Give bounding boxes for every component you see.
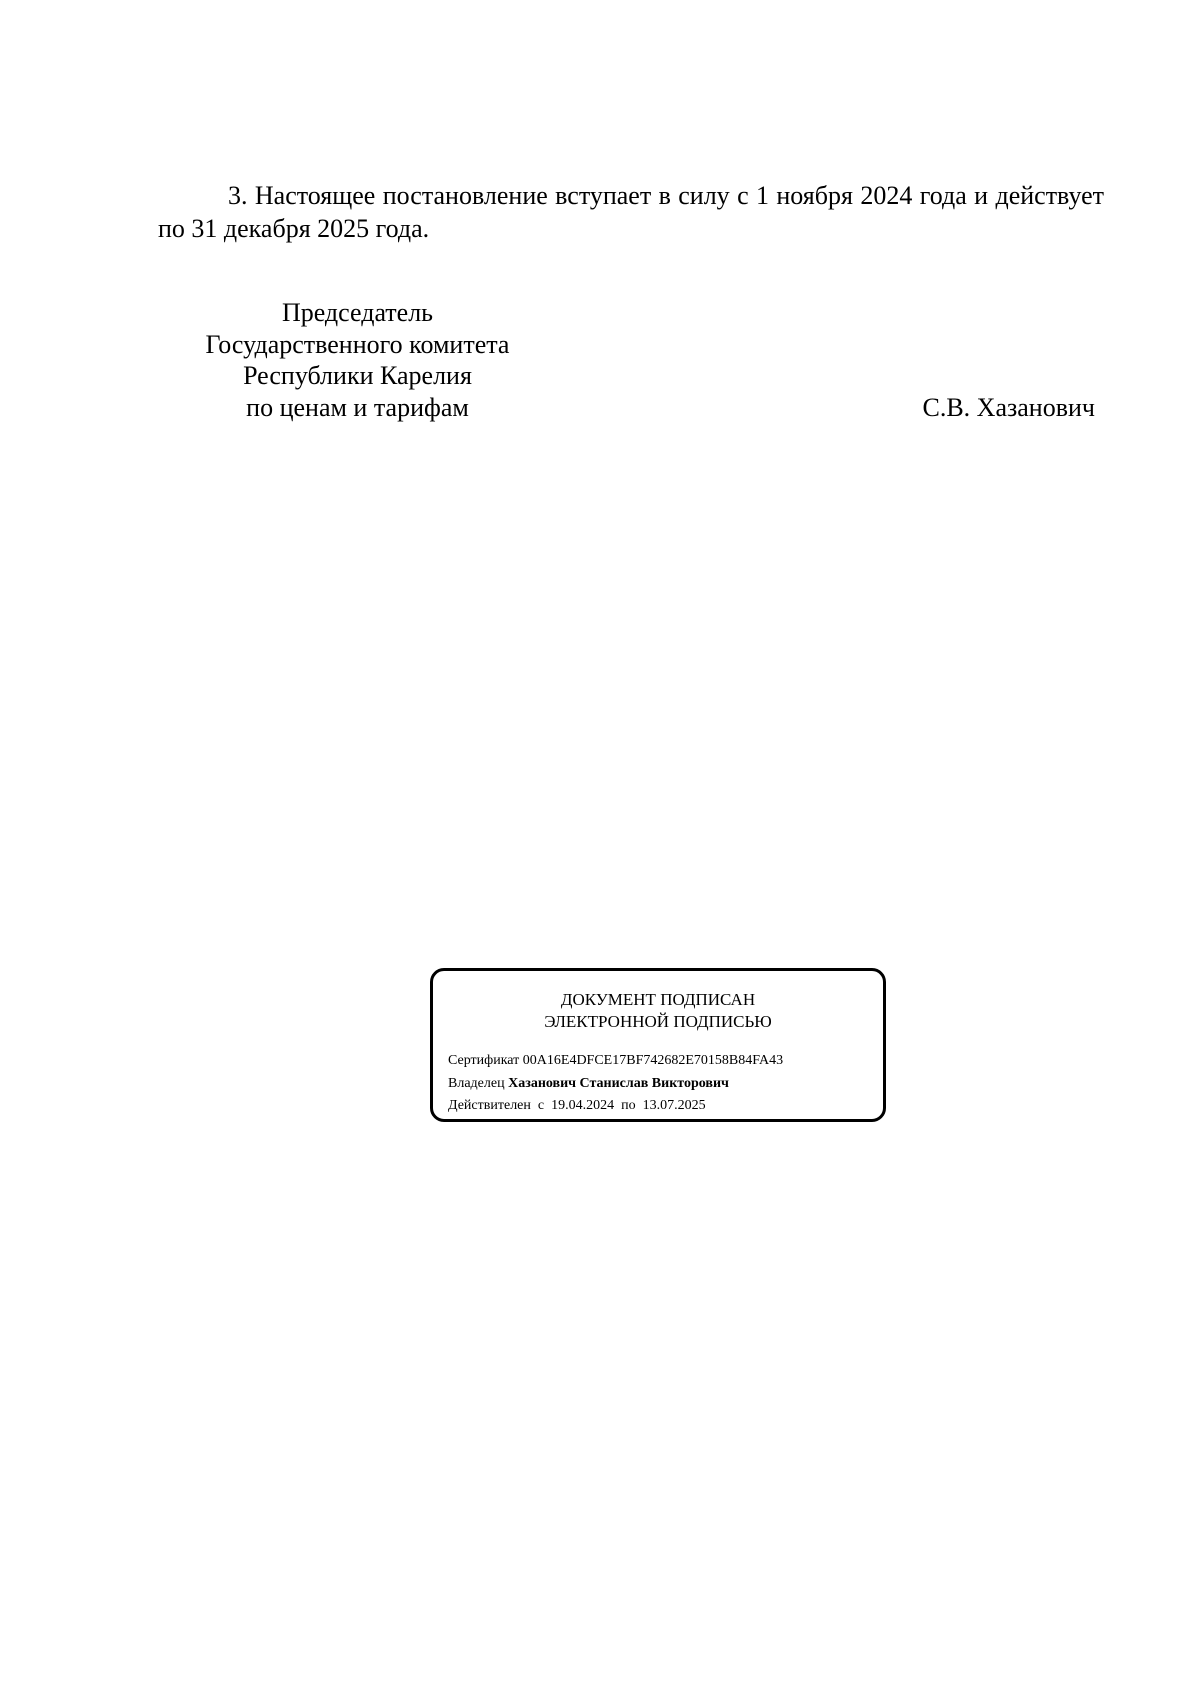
electronic-signature-stamp xyxy=(430,968,886,1122)
stamp-owner-row xyxy=(448,1073,783,1096)
certificate-label: Сертификат xyxy=(448,1053,520,1068)
valid-to-date: 13.07.2025 xyxy=(642,1098,706,1113)
stamp-title-line-1: ДОКУМЕНТ ПОДПИСАН xyxy=(560,990,756,1009)
signer-position-line-4: по ценам и тарифам xyxy=(246,392,469,422)
stamp-title xyxy=(433,989,883,1033)
valid-from-date: 19.04.2024 xyxy=(551,1098,615,1113)
certificate-value: 00A16E4DFCE17BF742682E70158B84FA43 xyxy=(522,1053,784,1068)
paragraph-3: 3. Настоящее постановление вступает в силу с 1 ноября 2024 года и действует по 31 декабря 2025 года. xyxy=(158,181,1104,243)
stamp-title-line-2: ЭЛЕКТРОННОЙ ПОДПИСЬЮ xyxy=(544,1012,772,1031)
signer-position xyxy=(160,297,555,423)
stamp-certificate-row xyxy=(448,1050,783,1073)
owner-label: Владелец xyxy=(448,1075,505,1091)
signer-position-line-3: Республики Карелия xyxy=(243,361,472,390)
stamp-details xyxy=(448,1050,783,1118)
signer-position-line-1: Председатель xyxy=(281,298,434,327)
owner-value: Хазанович Станислав Викторович xyxy=(508,1075,729,1091)
valid-to-label: по xyxy=(621,1098,636,1113)
valid-from-label: с xyxy=(537,1098,545,1113)
signer-name: С.В. Хазанович xyxy=(922,393,1095,422)
signer-position-line-2: Государственного комитета xyxy=(205,329,510,359)
valid-label: Действителен xyxy=(448,1098,531,1113)
stamp-validity-row xyxy=(448,1095,783,1118)
